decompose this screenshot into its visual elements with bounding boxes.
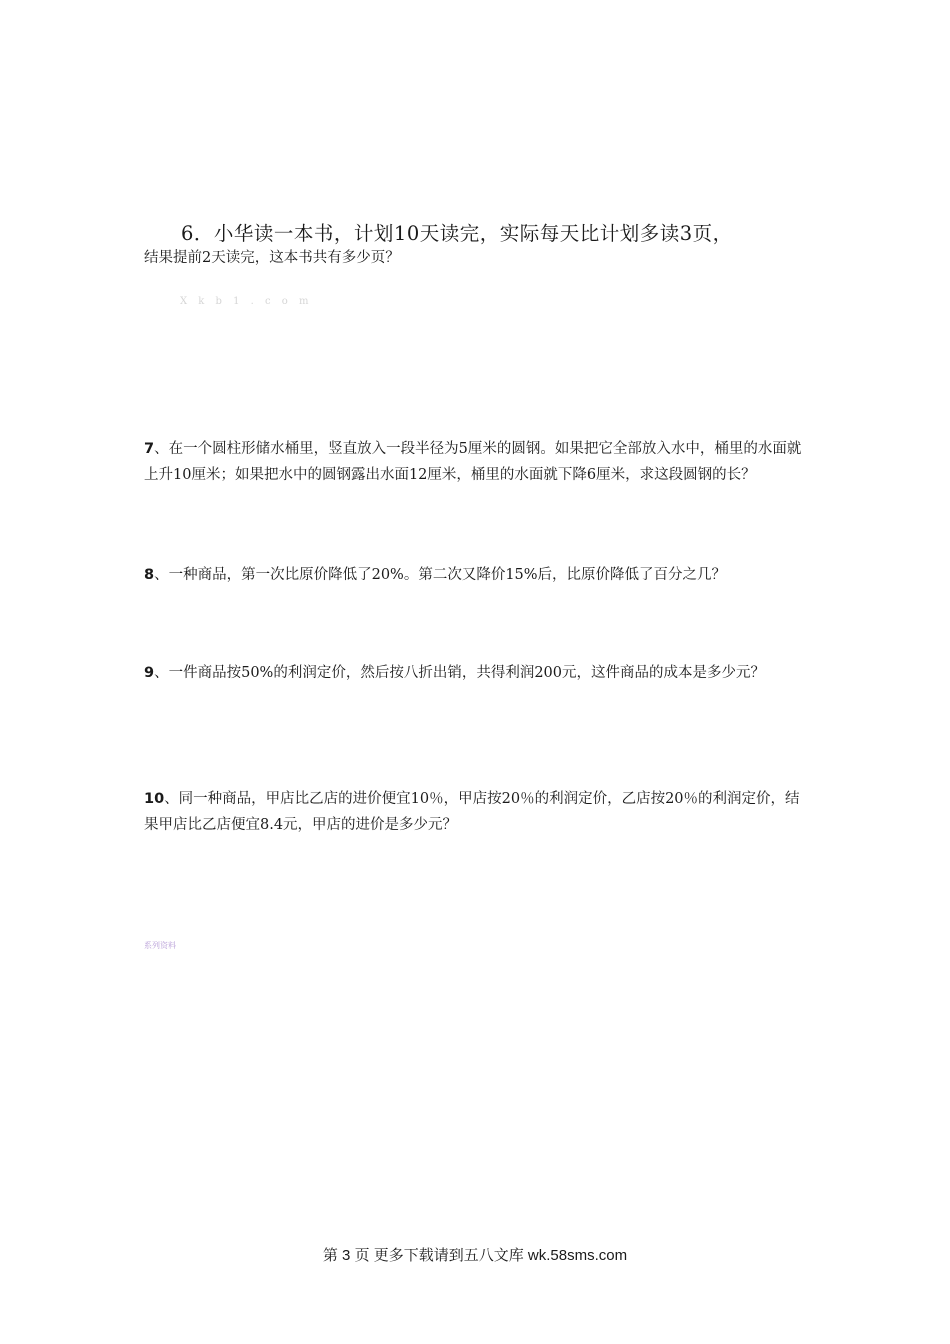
question-7-number: 7 (144, 441, 155, 457)
question-7-text: 、在一个圆柱形储水桶里，竖直放入一段半径为5厘米的圆钢。如果把它全部放入水中，桶里的水面就上升10厘米；如果把水中的圆钢露出水面12厘米，桶里的水面就下降6厘米，求这段圆钢的长？ (144, 441, 802, 483)
question-6-line-2: 结果提前2天读完，这本书共有多少页？ (144, 250, 400, 266)
page-footer: 第 3 页 更多下载请到五八文库 wk.58sms.com (322, 1247, 628, 1264)
question-8 (144, 562, 812, 588)
question-7 (144, 436, 812, 488)
question-6-line-1: 6．小华读一本书，计划10天读完，实际每天比计划多读3页， (181, 222, 733, 245)
question-10 (144, 786, 812, 838)
question-9-text: 、一件商品按50%的利润定价，然后按八折出销，共得利润200元，这件商品的成本是多少元？ (154, 665, 765, 681)
question-8-text: 、一种商品，第一次比原价降低了20%。第二次又降价15%后，比原价降低了百分之几？ (154, 567, 727, 583)
series-materials-link[interactable]: 系列资料 (144, 941, 176, 950)
question-9-number: 9 (144, 665, 155, 681)
watermark-text: X k b 1 . c o m (180, 296, 313, 307)
question-10-text: 、同一种商品，甲店比乙店的进价便宜10％，甲店按20％的利润定价，乙店按20％的利润定价，结果甲店比乙店便宜8.4元，甲店的进价是多少元？ (144, 791, 800, 833)
question-10-number: 10 (144, 791, 165, 807)
question-8-number: 8 (144, 567, 155, 583)
question-9 (144, 660, 812, 686)
